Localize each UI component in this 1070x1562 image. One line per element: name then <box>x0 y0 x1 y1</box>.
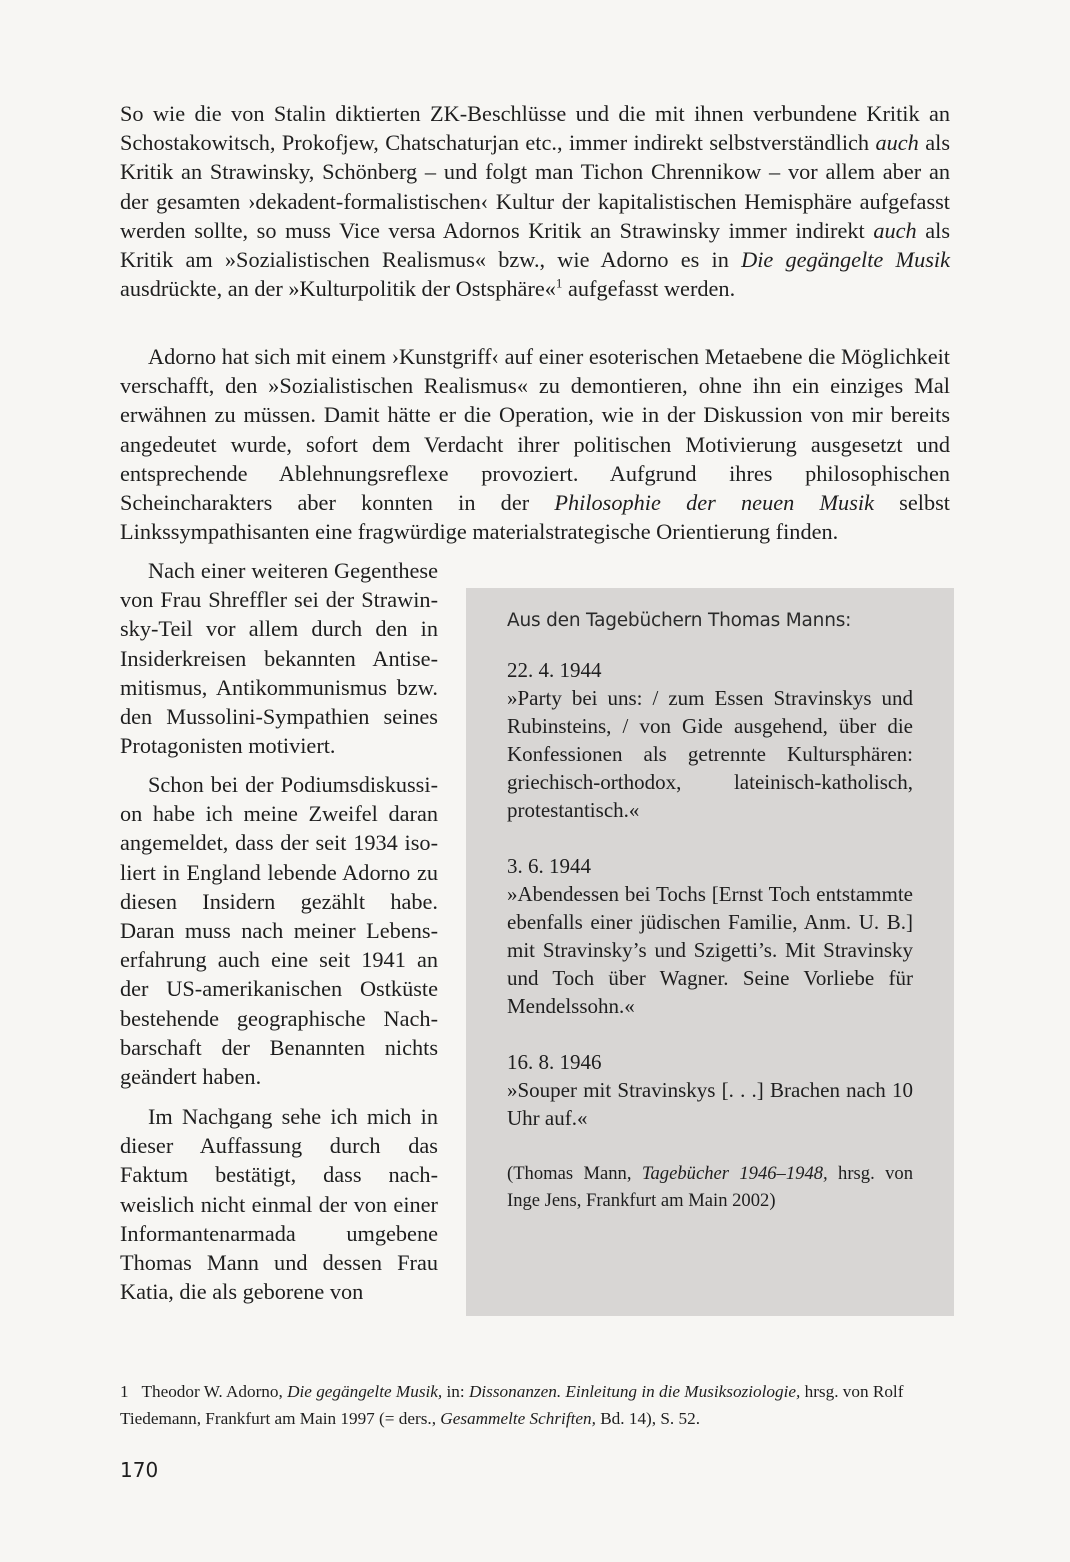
diary-quote-box <box>466 588 954 1316</box>
body-paragraph-1: So wie die von Stalin diktierten ZK-Beschlüsse und die mit ihnen verbundene Kritik an Schostakowitsch, Prokofjew, Chatschaturjan etc., immer indirekt selbstverständlich auch als Kritik an Strawinsky, Schönberg – und folgt man Tichon Chrennikow – vor allem aber an der gesamten ›dekadent-formalistischen‹ Kultur der kapitalistischen Hemisphäre aufgefasst werden sollte, so muss Vice versa Adornos Kritik an Strawinsky immer indirekt auch als Kritik am »Sozialistischen Realismus« bzw., wie Adorno es in Die gegängelte Musik ausdrückte, an der »Kulturpolitik der Ostsphäre«$^1$ aufgefasst werden. <box>120 101 951 302</box>
footnote-number: 1 <box>120 1382 129 1401</box>
box-heading: Aus den Tagebüchern Thomas Manns: <box>507 610 852 631</box>
diary-entry <box>507 852 913 1020</box>
diary-entry <box>507 1048 913 1132</box>
entry-text: »Party bei uns: / zum Essen Stravinskys und Rubinsteins, / von Gide ausgehend, über die Konfessionen als getrennte Kultursphären: griechisch-orthodox, lateinisch-katholisch, protestantisch.« <box>507 686 913 822</box>
entry-date: 22. 4. 1944 <box>507 658 602 682</box>
body-paragraph-4: Schon bei der Podiumsdiskussion habe ich meine Zweifel daran angemeldet, dass der seit 1934 isoliert in England lebende Adorno zu diesen Insidern gezählt habe. Daran muss nach meiner Lebenserfahrung auch eine seit 1941 an der US-amerikanischen Ostküste bestehende geographische Nachbarschaft der Benannten nichts geändert haben. <box>120 772 438 1090</box>
diary-entry <box>507 656 913 824</box>
entry-date: 16. 8. 1946 <box>507 1050 602 1074</box>
box-source-citation: (Thomas Mann, Tagebücher 1946–1948, hrsg. von Inge Jens, Frankfurt am Main 2002) <box>507 1163 913 1211</box>
footnote-ref: 1 <box>555 275 563 291</box>
page-number: 170 <box>120 1458 159 1482</box>
body-paragraph-2: Adorno hat sich mit einem ›Kunstgriff‹ auf einer esoterischen Metaebene die Möglichkeit verschafft, den »Sozialistischen Realismus« zu demontieren, ohne ihn ein einziges Mal erwähnen zu müssen. Damit hätte er die Operation, wie in der Diskussion von mir bereits angedeutet wurde, sofort dem Verdacht ihrer politischen Motivierung ausgesetzt und entsprechende Ablehnungsreflexe provoziert. Aufgrund ihres philosophischen Scheincharakters aber konnten in der Philosophie der neuen Musik selbst Linkssympathisanten eine fragwürdige materialstrategische Orientierung finden. <box>120 344 950 545</box>
body-paragraph-3: Nach einer weiteren Gegenthese von Frau Shreffler sei der Strawinsky-Teil vor allem durch den in Insiderkreisen bekannten Antisemitismus, Antikommunismus bzw. den Mussolini-Sympathien seines Protagonisten motiviert. <box>120 558 438 759</box>
body-paragraph-5: Im Nachgang sehe ich mich in dieser Auffassung durch das Faktum bestätigt, dass nachweislich nicht einmal der von einer Informantenarmada umgebene Thomas Mann und dessen Frau Katia, die als geborene von <box>120 1104 438 1305</box>
entry-text: »Abendessen bei Tochs [Ernst Toch entstammte ebenfalls einer jüdischen Familie, Anm. U. B.] mit Stravinsky’s und Szigetti’s. Mit Stravinsky und Toch über Wagner. Seine Vorliebe für Mendelssohn.« <box>507 882 913 1018</box>
footnote: 1 Theodor W. Adorno, Die gegängelte Musik, in: Dissonanzen. Einleitung in die Musiksoziologie, hrsg. von Rolf Tiedemann, Frankfurt am Main 1997 (= ders., Gesammelte Schriften, Bd. 14), S. 52. <box>120 1382 904 1428</box>
entry-date: 3. 6. 1944 <box>507 854 591 878</box>
entry-text: »Souper mit Stravinskys [. . .] Brachen nach 10 Uhr auf.« <box>507 1078 913 1130</box>
